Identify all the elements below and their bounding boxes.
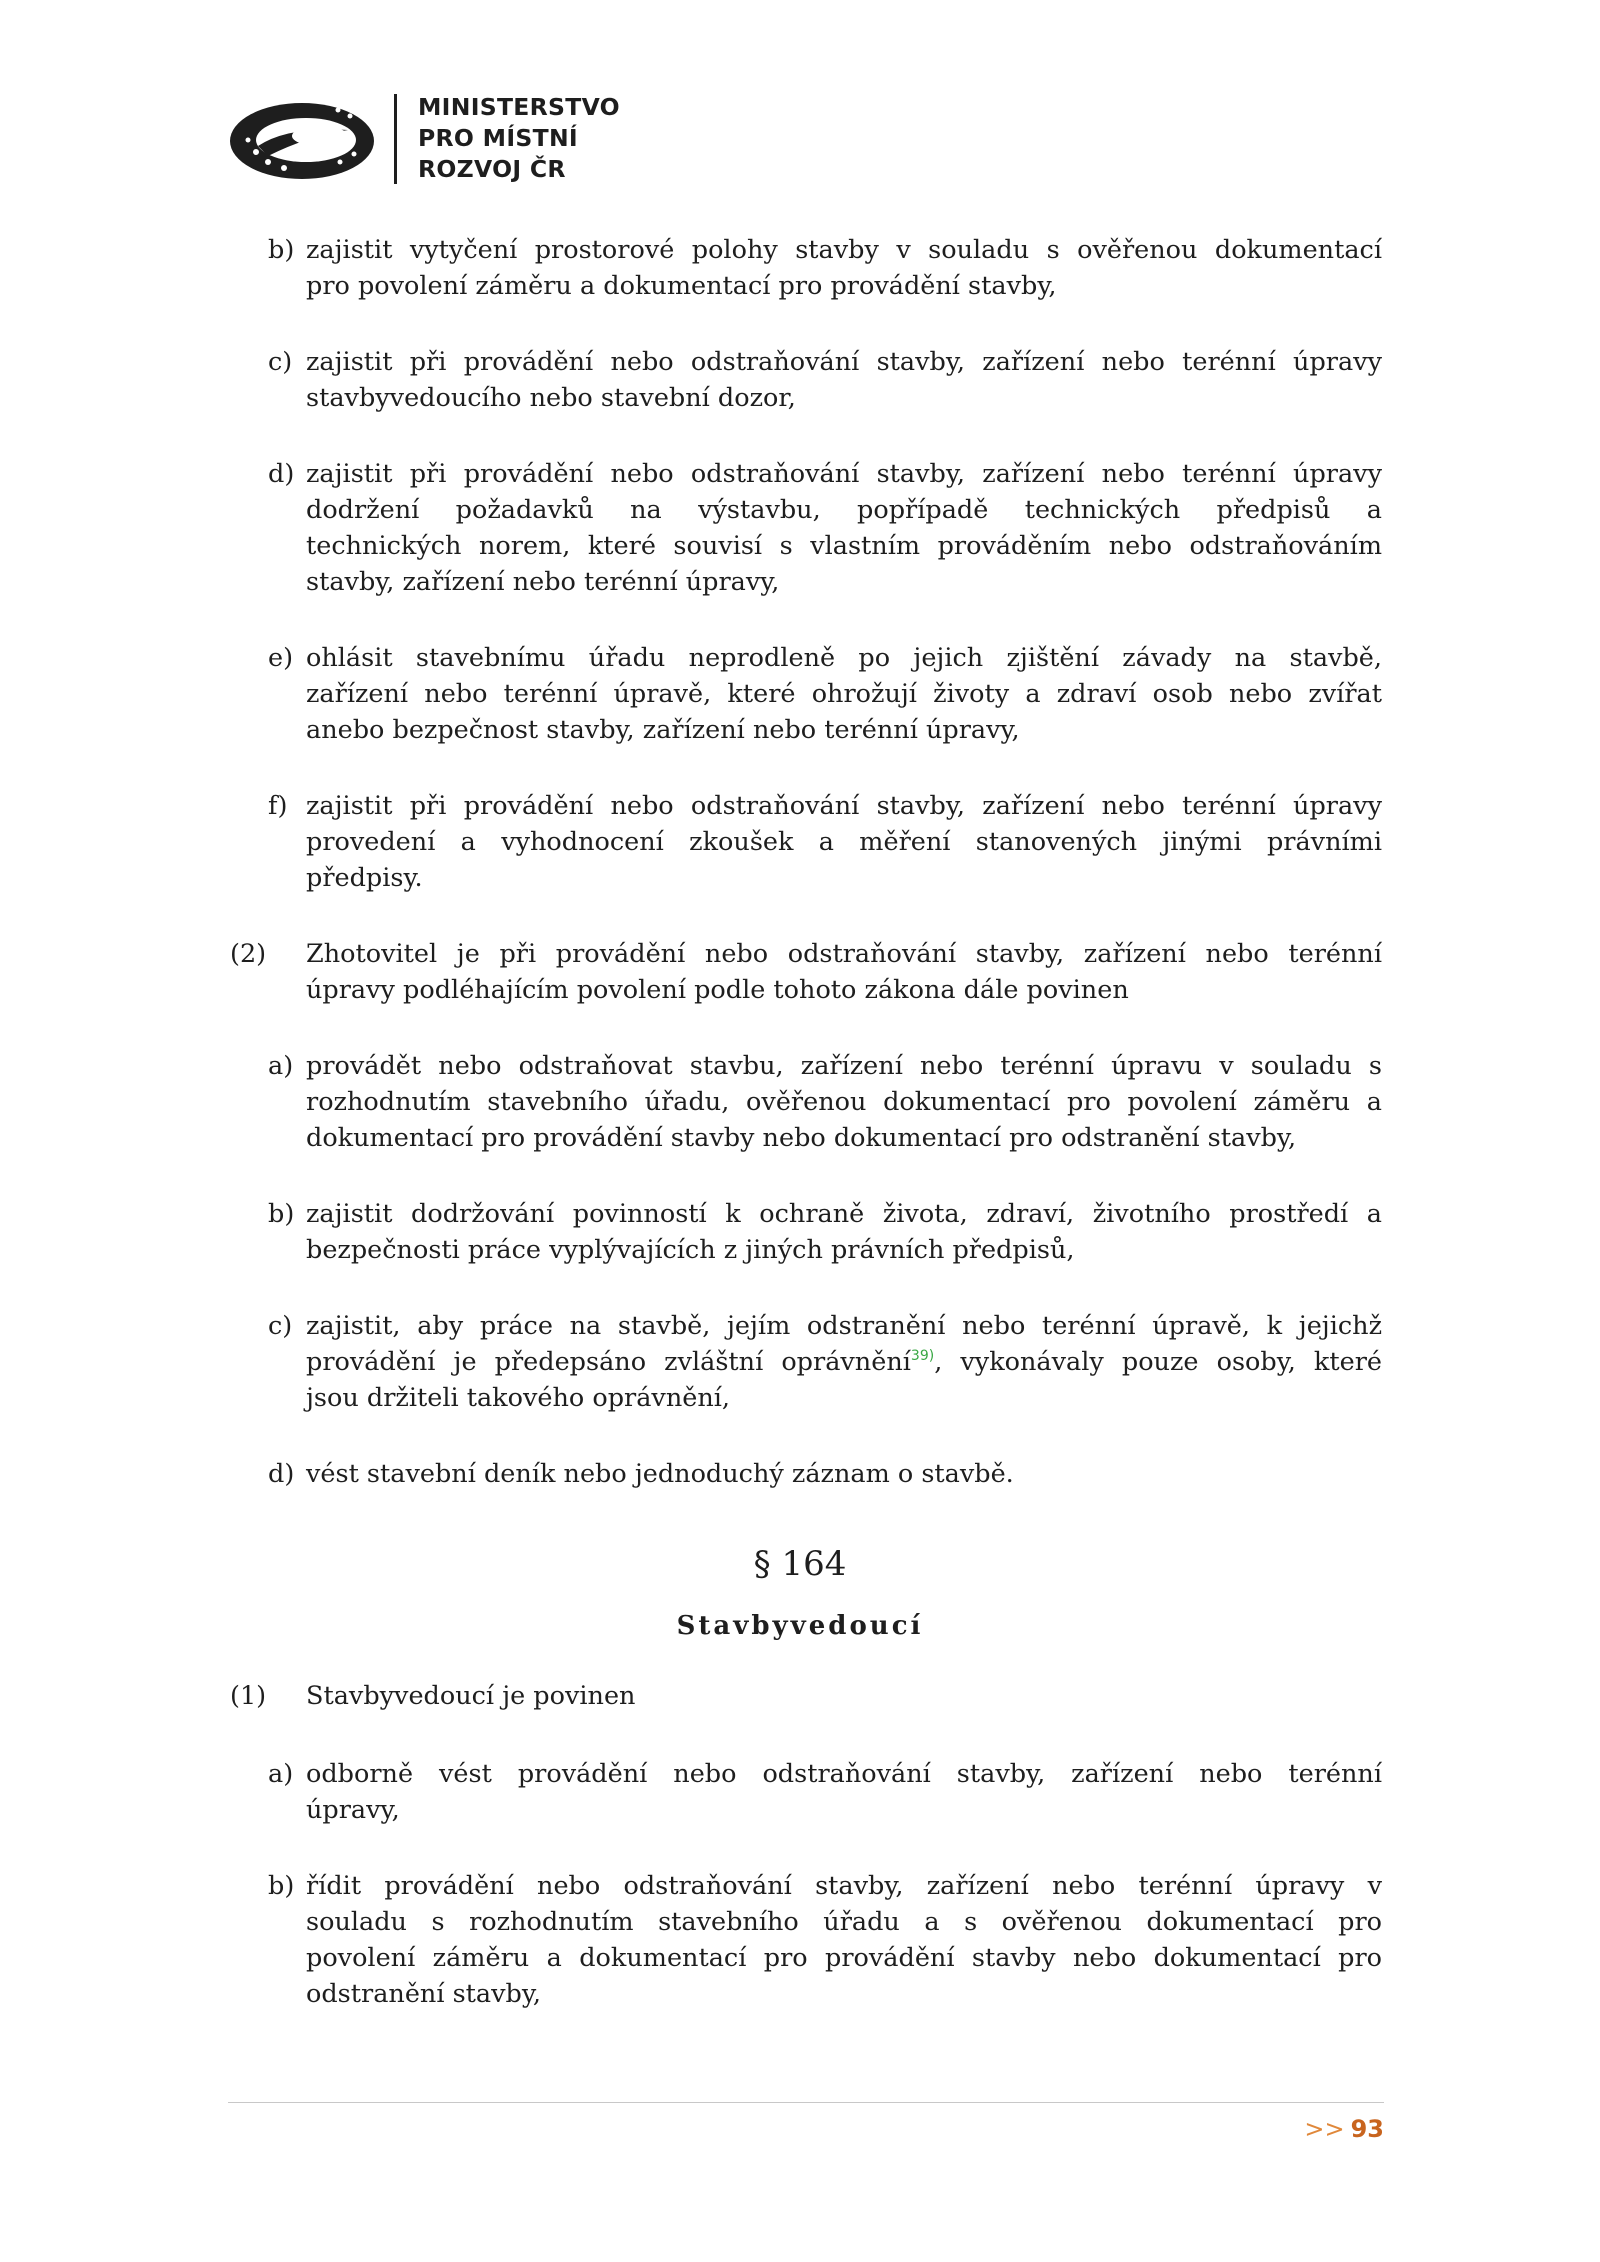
ministry-header [228,88,688,198]
section-number: § 164 [753,1544,847,1584]
item-text [306,232,1382,304]
ministry-logo-icon [228,96,376,186]
item-text [306,1456,1382,1492]
item-marker: a) [268,1759,294,1789]
text-line: dodržení požadavků na výstavbu, popřípadě technických předpisů a [306,495,1382,525]
text-line: provedení a vyhodnocení zkoušek a měření stanovených jinými právními [306,827,1382,857]
item-marker: b) [268,1199,295,1229]
section-title: Stavbyvedoucí [676,1611,924,1641]
text-line: dokumentací pro provádění stavby nebo dokumentací pro odstranění stavby, [306,1123,1297,1153]
text-line: odstranění stavby, [306,1979,541,2009]
text-line: vést stavební deník nebo jednoduchý záznam o stavbě. [306,1459,1014,1489]
text-line: zařízení nebo terénní úpravě, které ohrožují životy a zdraví osob nebo zvířat [306,679,1382,709]
item-text [306,1756,1382,1828]
item-text [306,344,1382,416]
item-marker: c) [268,347,293,377]
text-line: zajistit dodržování povinností k ochraně života, zdraví, životního prostředí a [306,1199,1382,1229]
text-line: úpravy podléhajícím povolení podle tohoto zákona dále povinen [306,975,1129,1005]
text-line: rozhodnutím stavebního úřadu, ověřenou dokumentací pro povolení záměru a [306,1087,1382,1117]
text-line: jsou držiteli takového oprávnění, [306,1383,731,1413]
item-marker: b) [268,1871,295,1901]
text-line: zajistit vytyčení prostorové polohy stavby v souladu s ověřenou dokumentací [306,235,1382,265]
paragraph-marker: (1) [230,1681,267,1711]
text-line: Stavbyvedoucí je povinen [306,1681,636,1711]
text-line: ohlásit stavebnímu úřadu neprodleně po jejich zjištění závady na stavbě, [306,643,1382,673]
text-fragment: , vykonávaly pouze osoby, které [934,1347,1382,1377]
logo-line-3: ROZVOJ ČR [418,155,566,183]
item-marker: c) [268,1311,293,1341]
logo-line-1: MINISTERSTVO [418,93,620,121]
text-fragment: provádění je předepsáno zvláštní oprávnění [306,1347,911,1377]
text-line: úpravy, [306,1795,400,1825]
item-marker: d) [268,1459,295,1489]
item-marker: e) [268,643,294,673]
item-marker: a) [268,1051,294,1081]
item-text [306,1868,1382,2012]
item-text [306,1048,1382,1156]
item-marker: b) [268,235,295,265]
text-line: souladu s rozhodnutím stavebního úřadu a s ověřenou dokumentací pro [306,1907,1382,1937]
text-line [306,1344,1382,1380]
page-number [1300,2112,1384,2146]
item-marker: d) [268,459,295,489]
text-line: řídit provádění nebo odstraňování stavby, zařízení nebo terénní úpravy v [306,1871,1382,1901]
text-line: zajistit při provádění nebo odstraňování stavby, zařízení nebo terénní úpravy [306,791,1382,821]
text-line: Zhotovitel je při provádění nebo odstraňování stavby, zařízení nebo terénní [306,939,1382,969]
text-line: bezpečnosti práce vyplývajících z jiných právních předpisů, [306,1235,1075,1265]
text-line: stavbyvedoucího nebo stavební dozor, [306,383,796,413]
paragraph-marker: (2) [230,939,267,969]
text-line: stavby, zařízení nebo terénní úpravy, [306,567,780,597]
item-text [306,640,1382,748]
text-line: zajistit při provádění nebo odstraňování stavby, zařízení nebo terénní úpravy [306,347,1382,377]
text-line: provádět nebo odstraňovat stavbu, zařízení nebo terénní úpravu v souladu s [306,1051,1382,1081]
logo-divider [394,94,397,184]
paragraph-text [306,1678,1382,1714]
logo-line-2: PRO MÍSTNÍ [418,124,578,152]
ministry-name [418,92,620,185]
text-line: zajistit, aby práce na stavbě, jejím odstranění nebo terénní úpravě, k jejichž [306,1311,1382,1341]
item-text [306,1308,1382,1416]
text-line: předpisy. [306,863,423,893]
text-line: odborně vést provádění nebo odstraňování stavby, zařízení nebo terénní [306,1759,1382,1789]
text-line: zajistit při provádění nebo odstraňování stavby, zařízení nebo terénní úpravy [306,459,1382,489]
text-line: pro povolení záměru a dokumentací pro provádění stavby, [306,271,1057,301]
paragraph-text [306,936,1382,1008]
footnote-ref[interactable]: 39) [910,1348,935,1364]
text-line: anebo bezpečnost stavby, zařízení nebo terénní úpravy, [306,715,1020,745]
page-number-value: 93 [1350,2115,1384,2143]
item-text [306,1196,1382,1268]
item-text [306,456,1382,600]
item-text [306,788,1382,896]
item-marker: f) [268,791,288,821]
text-line: technických norem, které souvisí s vlastním prováděním nebo odstraňováním [306,531,1382,561]
text-line: povolení záměru a dokumentací pro provádění stavby nebo dokumentací pro [306,1943,1382,1973]
page-arrow-icon: >> [1304,2115,1345,2143]
footer-divider [228,2102,1384,2103]
